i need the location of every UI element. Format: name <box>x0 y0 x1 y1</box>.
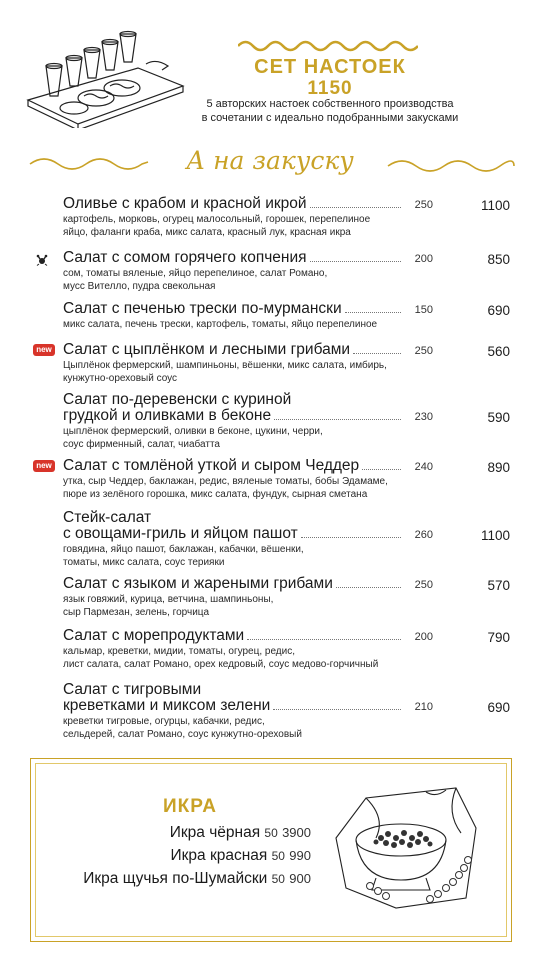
item-weight: 200 <box>414 631 433 643</box>
item-price: 560 <box>487 344 510 359</box>
item-price: 690 <box>487 303 510 318</box>
caviar-name: Икра красная <box>170 847 268 864</box>
item-name-line <box>63 458 433 475</box>
leader-dots <box>301 537 401 538</box>
ingredient-line: томаты, микс салата, соус терияки <box>63 557 225 569</box>
item-weight: 230 <box>414 411 433 423</box>
caviar-title: ИКРА <box>163 796 217 817</box>
item-name-line <box>63 526 433 543</box>
item-weight: 240 <box>414 461 433 473</box>
item-name-text: грудкой и оливками в беконе <box>63 407 272 424</box>
item-name-text: Салат с морепродуктами <box>63 627 245 644</box>
caviar-row <box>83 870 311 888</box>
item-name-line <box>63 301 433 318</box>
leader-dots <box>247 639 401 640</box>
item-price: 1100 <box>480 198 510 213</box>
item-name <box>63 682 433 715</box>
leader-dots <box>362 469 401 470</box>
item-name <box>63 301 433 318</box>
item-name-line <box>63 196 433 213</box>
caviar-weight: 50 <box>271 849 285 863</box>
set-description-line: в сочетании с идеально подобранными закусками <box>201 111 459 124</box>
ingredient-line: кунжутно-ореховый соус <box>63 373 178 385</box>
item-price: 790 <box>487 630 510 645</box>
new-badge: new <box>33 344 55 356</box>
item-ingredients <box>63 213 370 240</box>
set-description-line: 5 авторских настоек собственного производства <box>206 98 454 110</box>
caviar-name: Икра чёрная <box>169 824 261 841</box>
ingredient-line: язык говяжий, курица, ветчина, шампиньоны, <box>63 594 274 605</box>
item-name <box>63 576 433 593</box>
item-name <box>63 342 433 359</box>
item-name-line <box>63 408 433 425</box>
caviar-price: 900 <box>289 871 311 886</box>
item-ingredients <box>63 359 387 386</box>
ingredient-line: пюре из зелёного горошка, микс салата, фундук, сырная сметана <box>63 489 368 501</box>
leader-dots <box>345 312 401 313</box>
ingredient-line: соус фирменный, салат, чиабатта <box>63 439 220 451</box>
caviar-weight: 50 <box>271 872 285 886</box>
set-title: СЕТ НАСТОЕК <box>254 56 406 78</box>
caviar-row <box>170 847 311 865</box>
item-name-text: Салат по-деревенски с куриной <box>63 391 292 408</box>
item-name <box>63 196 433 213</box>
item-name-line <box>63 342 433 359</box>
item-weight: 210 <box>414 701 433 713</box>
item-name-line <box>63 682 433 698</box>
item-name <box>63 510 433 543</box>
set-price: 1150 <box>307 78 353 99</box>
item-weight: 150 <box>414 304 433 316</box>
ingredient-line: яйцо, фаланги краба, микс салата, красный лук, красная икра <box>63 227 351 239</box>
item-name <box>63 392 433 425</box>
ingredient-line: лист салата, салат Романо, орех кедровый, соус медово-горчичный <box>63 659 379 671</box>
item-name-text: креветками и миксом зелени <box>63 697 271 714</box>
ingredient-line: микс салата, печень трески, картофель, томаты, яйцо перепелиное <box>63 319 378 330</box>
set-description <box>180 98 480 125</box>
item-weight: 250 <box>414 199 433 211</box>
ingredient-line: креветки тигровые, огурцы, кабачки, редис, <box>63 716 265 727</box>
section-title: А на закуску <box>186 146 354 175</box>
item-name-text: Салат с печенью трески по-мурмански <box>63 300 342 317</box>
item-name-text: Салат с томлёной уткой и сыром Чеддер <box>63 457 360 474</box>
leader-dots <box>336 587 401 588</box>
caviar-price: 3900 <box>282 825 311 840</box>
leader-dots <box>274 419 401 420</box>
item-ingredients <box>63 425 323 452</box>
ingredient-line: картофель, морковь, огурец малосольный, горошек, перепелиное <box>63 214 371 225</box>
ingredient-line: говядина, яйцо пашот, баклажан, кабачки, вёшенки, <box>63 544 304 555</box>
leader-dots <box>273 709 401 710</box>
item-name-line <box>63 698 433 715</box>
item-price: 570 <box>487 578 510 593</box>
new-badge: new <box>33 460 55 472</box>
caviar-row <box>170 824 311 842</box>
item-price: 850 <box>487 252 510 267</box>
item-name <box>63 628 433 645</box>
leader-dots <box>310 261 401 262</box>
item-name <box>63 458 433 475</box>
ingredient-line: Цыплёнок фермерский, шампиньоны, вёшенки, микс салата, имбирь, <box>63 360 387 371</box>
leader-dots <box>353 353 401 354</box>
caviar-price: 990 <box>289 848 311 863</box>
item-ingredients <box>63 593 273 620</box>
ingredient-line: мусс Вителло, пудра свекольная <box>63 281 216 293</box>
item-name-text: Салат с языком и жареными грибами <box>63 575 333 592</box>
item-name-line <box>63 510 433 526</box>
item-name-line <box>63 250 433 267</box>
item-weight: 250 <box>414 579 433 591</box>
item-price: 890 <box>487 460 510 475</box>
shots-board-illustration <box>18 28 198 128</box>
item-weight: 260 <box>414 529 433 541</box>
item-price: 1100 <box>480 528 510 543</box>
crab-icon <box>36 253 48 265</box>
item-name <box>63 250 433 267</box>
item-ingredients <box>63 475 388 502</box>
item-ingredients <box>63 715 302 742</box>
item-name-text: с овощами-гриль и яйцом пашот <box>63 525 298 542</box>
leader-dots <box>310 207 401 208</box>
item-name-text: Салат с сомом горячего копчения <box>63 249 307 266</box>
caviar-weight: 50 <box>264 826 278 840</box>
item-name-text: Салат с цыплёнком и лесными грибами <box>63 341 351 358</box>
item-price: 690 <box>487 700 510 715</box>
ingredient-line: утка, сыр Чеддер, баклажан, редис, вяленые томаты, бобы Эдамаме, <box>63 476 388 487</box>
item-name-line <box>63 628 433 645</box>
ingredient-line: сом, томаты вяленые, яйцо перепелиное, салат Романо, <box>63 268 328 279</box>
item-ingredients <box>63 267 327 294</box>
item-name-line <box>63 392 433 408</box>
item-weight: 200 <box>414 253 433 265</box>
item-weight: 250 <box>414 345 433 357</box>
caviar-name: Икра щучья по-Шумайски <box>83 870 268 887</box>
caviar-bowl-illustration <box>326 778 486 918</box>
item-price: 590 <box>487 410 510 425</box>
item-name-text: Оливье с крабом и красной икрой <box>63 195 307 212</box>
ingredient-line: сыр Пармезан, зелень, горчица <box>63 607 210 619</box>
item-ingredients <box>63 645 378 672</box>
item-name-text: Стейк-салат <box>63 509 152 526</box>
ingredient-line: цыплёнок фермерский, оливки в беконе, цукини, черри, <box>63 426 323 437</box>
wave-ornament <box>238 38 418 52</box>
item-name-text: Салат с тигровыми <box>63 681 202 698</box>
ingredient-line: кальмар, креветки, мидии, томаты, огурец, редис, <box>63 646 295 657</box>
item-ingredients <box>63 543 304 570</box>
item-ingredients <box>63 318 377 331</box>
item-name-line <box>63 576 433 593</box>
ingredient-line: сельдерей, салат Романо, соус кунжутно-ореховый <box>63 729 302 741</box>
